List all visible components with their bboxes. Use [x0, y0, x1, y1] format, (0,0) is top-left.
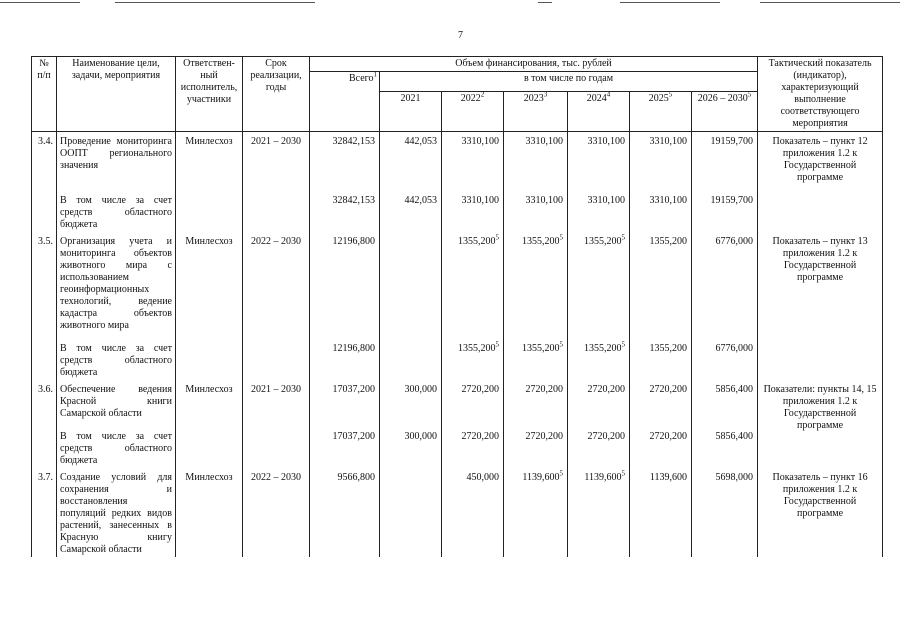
header-total: Всего$^1$	[310, 72, 380, 132]
row-y2021	[380, 232, 442, 333]
header-num: № п/п	[32, 57, 57, 132]
row-indicator: Показатель – пункт 16 приложения 1.2 к Государственной программе	[758, 468, 883, 557]
row-sub-y2022: 3310,100	[442, 185, 504, 232]
row-y2024: 1139,600$^5$	[568, 468, 630, 557]
row-y2023: 1355,200$^5$	[504, 232, 568, 333]
row-sub-y2023: 1355,200$^5$	[504, 333, 568, 380]
row-term: 2022 – 2030	[243, 232, 310, 333]
table-row-sub	[32, 421, 883, 468]
row-sub-y2022: 1355,200$^5$	[442, 333, 504, 380]
row-sub-y2025: 2720,200	[630, 421, 692, 468]
header-year: 2025$^5$	[630, 92, 692, 132]
table-row	[32, 468, 883, 557]
row-sub-total: 17037,200	[310, 421, 380, 468]
row-indicator: Показатель – пункт 12 приложения 1.2 к Государственной программе	[758, 132, 883, 186]
table-header	[32, 57, 883, 132]
row-y2021: 300,000	[380, 380, 442, 421]
row-y2024: 1355,200$^5$	[568, 232, 630, 333]
row-sub-total: 32842,153	[310, 185, 380, 232]
row-sub-y2024: 2720,200	[568, 421, 630, 468]
row-term: 2021 – 2030	[243, 380, 310, 421]
table-body	[32, 132, 883, 558]
row-y2022: 450,000	[442, 468, 504, 557]
header-term: Срок реализации, годы	[243, 57, 310, 132]
row-y2026: 19159,700	[692, 132, 758, 186]
scan-line	[620, 2, 720, 3]
row-executor: Минлесхоз	[176, 468, 243, 557]
row-y2021: 442,053	[380, 132, 442, 186]
financing-table	[31, 56, 883, 557]
row-y2025: 2720,200	[630, 380, 692, 421]
row-y2022: 1355,200$^5$	[442, 232, 504, 333]
row-term: 2022 – 2030	[243, 468, 310, 557]
row-y2026: 6776,000	[692, 232, 758, 333]
table-row-sub	[32, 333, 883, 380]
row-y2025: 1355,200	[630, 232, 692, 333]
row-name: Организация учета и мониторинга объектов животного мира с использованием геоинформационных технологий, ведение кадастра объектов животного мира	[57, 232, 176, 333]
header-year: 2024$^4$	[568, 92, 630, 132]
row-y2023: 2720,200	[504, 380, 568, 421]
row-executor: Минлесхоз	[176, 380, 243, 421]
row-indicator: Показатели: пункты 14, 15 приложения 1.2 к Государственной программе	[758, 380, 883, 468]
header-year: 2021	[380, 92, 442, 132]
row-term: 2021 – 2030	[243, 132, 310, 186]
row-y2026: 5698,000	[692, 468, 758, 557]
row-indicator: Показатель – пункт 13 приложения 1.2 к Государственной программе	[758, 232, 883, 333]
row-sub-y2026: 19159,700	[692, 185, 758, 232]
table-row	[32, 132, 883, 186]
header-year: 2023$^3$	[504, 92, 568, 132]
row-sub-y2024: 3310,100	[568, 185, 630, 232]
row-name: Проведение мониторинга ООПТ регионального значения	[57, 132, 176, 186]
scan-line	[115, 2, 315, 3]
row-y2025: 1139,600	[630, 468, 692, 557]
row-total: 9566,800	[310, 468, 380, 557]
header-executor: Ответствен-ный исполнитель, участники	[176, 57, 243, 132]
table-row	[32, 232, 883, 333]
row-sub-y2025: 3310,100	[630, 185, 692, 232]
row-executor: Минлесхоз	[176, 232, 243, 333]
row-y2025: 3310,100	[630, 132, 692, 186]
row-total: 32842,153	[310, 132, 380, 186]
scan-line	[0, 2, 80, 3]
row-sub-y2021: 442,053	[380, 185, 442, 232]
row-total: 12196,800	[310, 232, 380, 333]
row-name: Обеспечение ведения Красной книги Самарской области	[57, 380, 176, 421]
row-y2022: 2720,200	[442, 380, 504, 421]
table-row-sub	[32, 185, 883, 232]
row-sub-y2023: 2720,200	[504, 421, 568, 468]
row-executor: Минлесхоз	[176, 132, 243, 186]
header-year: 2022$^2$	[442, 92, 504, 132]
row-y2023: 1139,600$^5$	[504, 468, 568, 557]
table-row	[32, 380, 883, 421]
row-sub-y2026: 5856,400	[692, 421, 758, 468]
row-sub-y2026: 6776,000	[692, 333, 758, 380]
row-y2024: 3310,100	[568, 132, 630, 186]
scan-line	[538, 2, 552, 3]
row-sub-y2021	[380, 333, 442, 380]
page-number: 7	[458, 30, 463, 41]
row-name: Создание условий для сохранения и восстановления популяций редких видов растений, занесенных в Красную книгу Самарской области	[57, 468, 176, 557]
row-sub-name: В том числе за счет средств областного бюджета	[57, 185, 176, 232]
header-indicator: Тактический показатель (индикатор), характеризующий выполнение соответствующего мероприятия	[758, 57, 883, 132]
row-y2023: 3310,100	[504, 132, 568, 186]
row-y2026: 5856,400	[692, 380, 758, 421]
row-sub-y2023: 3310,100	[504, 185, 568, 232]
row-sub-y2024: 1355,200$^5$	[568, 333, 630, 380]
header-financing: Объем финансирования, тыс. рублей	[310, 57, 758, 72]
row-total: 17037,200	[310, 380, 380, 421]
row-num: 3.6.	[32, 380, 57, 421]
row-num: 3.7.	[32, 468, 57, 557]
row-num: 3.4.	[32, 132, 57, 186]
row-y2022: 3310,100	[442, 132, 504, 186]
header-year: 2026 – 2030$^5$	[692, 92, 758, 132]
row-sub-y2025: 1355,200	[630, 333, 692, 380]
row-y2024: 2720,200	[568, 380, 630, 421]
row-sub-y2022: 2720,200	[442, 421, 504, 468]
row-sub-total: 12196,800	[310, 333, 380, 380]
scan-line	[760, 2, 900, 3]
header-by-years: в том числе по годам	[380, 72, 758, 92]
row-y2021	[380, 468, 442, 557]
row-sub-name: В том числе за счет средств областного бюджета	[57, 421, 176, 468]
row-num: 3.5.	[32, 232, 57, 333]
row-sub-y2021: 300,000	[380, 421, 442, 468]
header-name: Наименование цели, задачи, мероприятия	[57, 57, 176, 132]
row-sub-name: В том числе за счет средств областного бюджета	[57, 333, 176, 380]
